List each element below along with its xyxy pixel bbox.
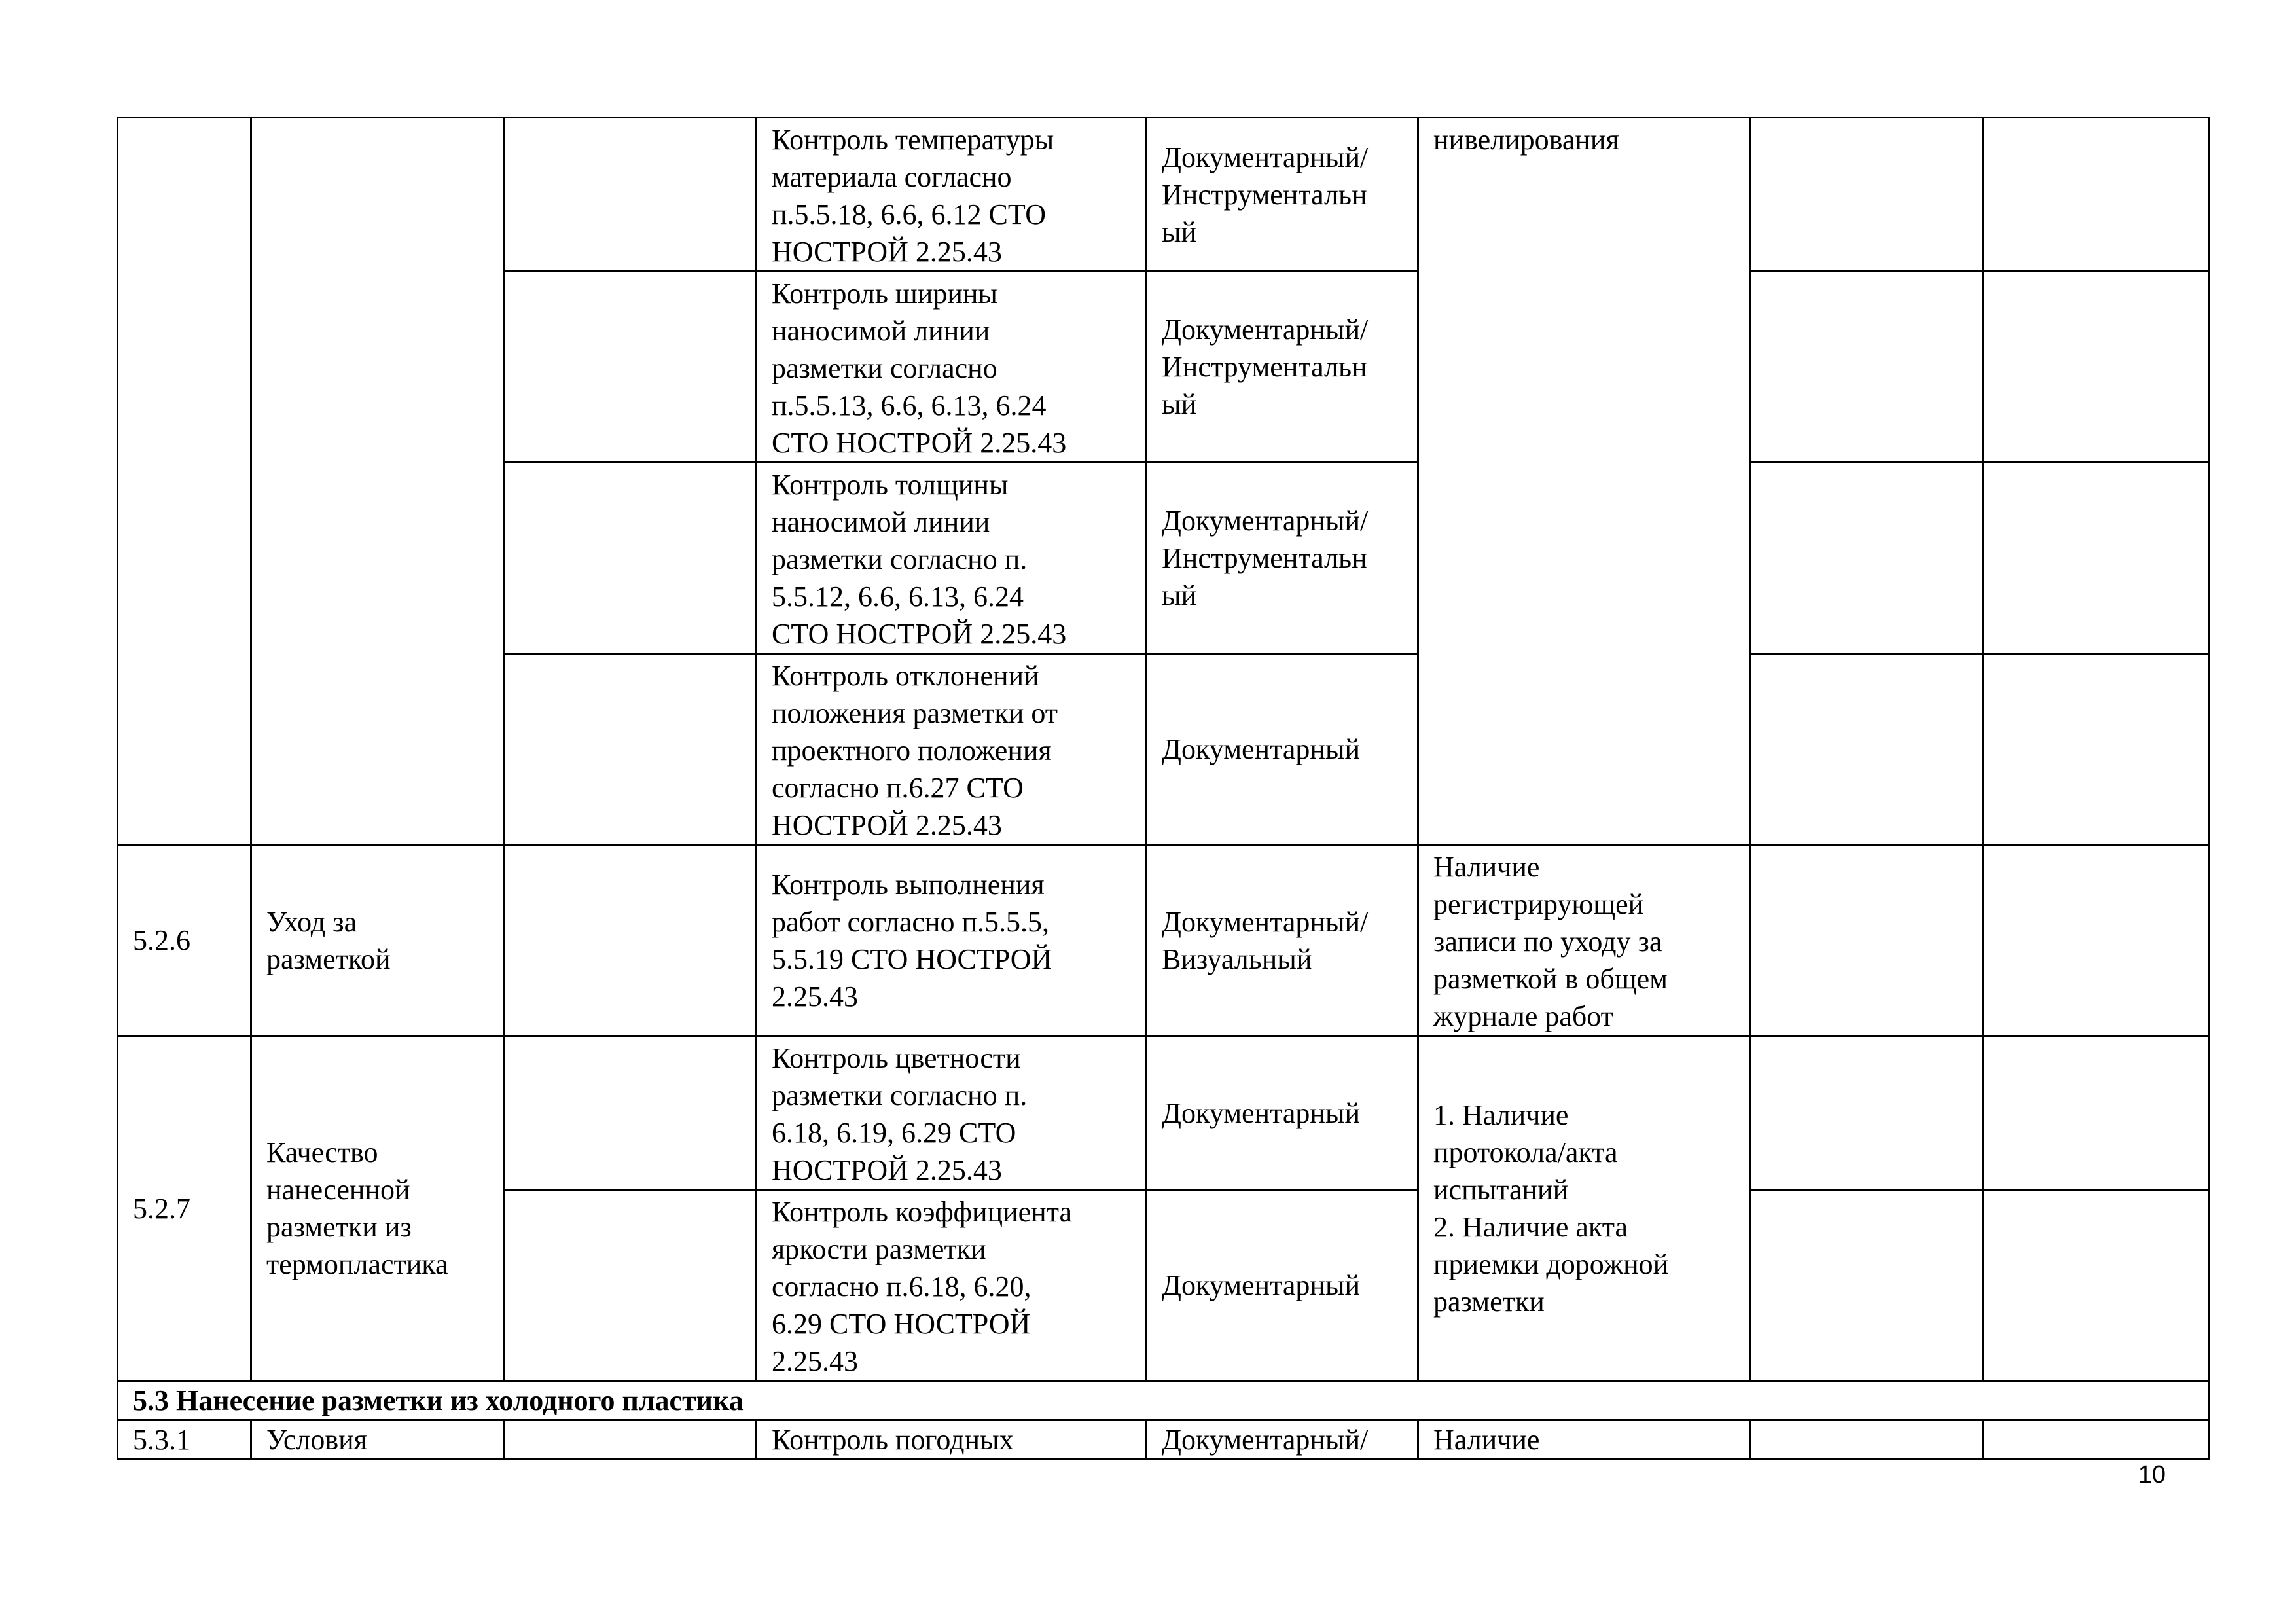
check-cell: Контроль цветности разметки согласно п. 6.18, 6.19, 6.29 СТО НОСТРОЙ 2.25.43 bbox=[757, 1036, 1147, 1190]
blank-cell bbox=[504, 845, 757, 1036]
blank-cell bbox=[1751, 845, 1983, 1036]
method-cell: Документарный bbox=[1147, 1190, 1418, 1381]
blank-cell bbox=[1983, 272, 2210, 463]
evidence-cell: Наличие bbox=[1418, 1420, 1751, 1460]
blank-cell bbox=[1751, 118, 1983, 272]
method-cell: Документарный/ bbox=[1147, 1420, 1418, 1460]
section-heading: 5.3 Нанесение разметки из холодного пластика bbox=[118, 1381, 2210, 1420]
blank-cell bbox=[1983, 1190, 2210, 1381]
item-name-cell: Качество нанесенной разметки из термопластика bbox=[251, 1036, 504, 1381]
blank-cell bbox=[1983, 1420, 2210, 1460]
check-cell: Контроль коэффициента яркости разметки согласно п.6.18, 6.20, 6.29 СТО НОСТРОЙ 2.25.43 bbox=[757, 1190, 1147, 1381]
blank-cell bbox=[504, 118, 757, 272]
check-cell: Контроль ширины наносимой линии разметки согласно п.5.5.13, 6.6, 6.13, 6.24 СТО НОСТРОЙ 2.25.43 bbox=[757, 272, 1147, 463]
blank-cell bbox=[1983, 463, 2210, 654]
page-number: 10 bbox=[2138, 1461, 2166, 1489]
blank-cell bbox=[504, 1190, 757, 1381]
check-cell: Контроль отклонений положения разметки от проектного положения согласно п.6.27 СТО НОСТРОЙ 2.25.43 bbox=[757, 654, 1147, 845]
item-name-cell: Условия bbox=[251, 1420, 504, 1460]
method-cell: Документарный/ Инструментальн ый bbox=[1147, 118, 1418, 272]
blank-cell bbox=[1751, 1420, 1983, 1460]
item-name-cell bbox=[251, 118, 504, 845]
blank-cell bbox=[504, 654, 757, 845]
table-row bbox=[118, 118, 2210, 272]
method-cell: Документарный bbox=[1147, 1036, 1418, 1190]
blank-cell bbox=[1751, 463, 1983, 654]
table-row bbox=[118, 1420, 2210, 1460]
blank-cell bbox=[1751, 1190, 1983, 1381]
blank-cell bbox=[1751, 1036, 1983, 1190]
item-name-cell: Уход за разметкой bbox=[251, 845, 504, 1036]
check-cell: Контроль погодных bbox=[757, 1420, 1147, 1460]
method-cell: Документарный/ Визуальный bbox=[1147, 845, 1418, 1036]
blank-cell bbox=[504, 272, 757, 463]
method-cell: Документарный/ Инструментальн ый bbox=[1147, 272, 1418, 463]
blank-cell bbox=[504, 1420, 757, 1460]
check-cell: Контроль толщины наносимой линии разметки согласно п. 5.5.12, 6.6, 6.13, 6.24 СТО НОСТРОЙ 2.25.43 bbox=[757, 463, 1147, 654]
item-number-cell: 5.2.6 bbox=[118, 845, 251, 1036]
check-cell: Контроль выполнения работ согласно п.5.5.5, 5.5.19 СТО НОСТРОЙ 2.25.43 bbox=[757, 845, 1147, 1036]
blank-cell bbox=[1983, 845, 2210, 1036]
blank-cell bbox=[504, 463, 757, 654]
blank-cell bbox=[1983, 1036, 2210, 1190]
method-cell: Документарный/ Инструментальн ый bbox=[1147, 463, 1418, 654]
check-cell: Контроль температуры материала согласно п.5.5.18, 6.6, 6.12 СТО НОСТРОЙ 2.25.43 bbox=[757, 118, 1147, 272]
blank-cell bbox=[1983, 654, 2210, 845]
method-cell: Документарный bbox=[1147, 654, 1418, 845]
inspection-table bbox=[117, 117, 2210, 1460]
table-row bbox=[118, 1036, 2210, 1190]
blank-cell bbox=[1751, 272, 1983, 463]
evidence-cell: Наличие регистрирующей записи по уходу за разметкой в общем журнале работ bbox=[1418, 845, 1751, 1036]
item-number-cell bbox=[118, 118, 251, 845]
table-row bbox=[118, 845, 2210, 1036]
item-number-cell: 5.2.7 bbox=[118, 1036, 251, 1381]
evidence-cell: нивелирования bbox=[1418, 118, 1751, 845]
blank-cell bbox=[504, 1036, 757, 1190]
section-row bbox=[118, 1381, 2210, 1420]
evidence-cell: 1. Наличие протокола/акта испытаний 2. Наличие акта приемки дорожной разметки bbox=[1418, 1036, 1751, 1381]
blank-cell bbox=[1983, 118, 2210, 272]
blank-cell bbox=[1751, 654, 1983, 845]
item-number-cell: 5.3.1 bbox=[118, 1420, 251, 1460]
